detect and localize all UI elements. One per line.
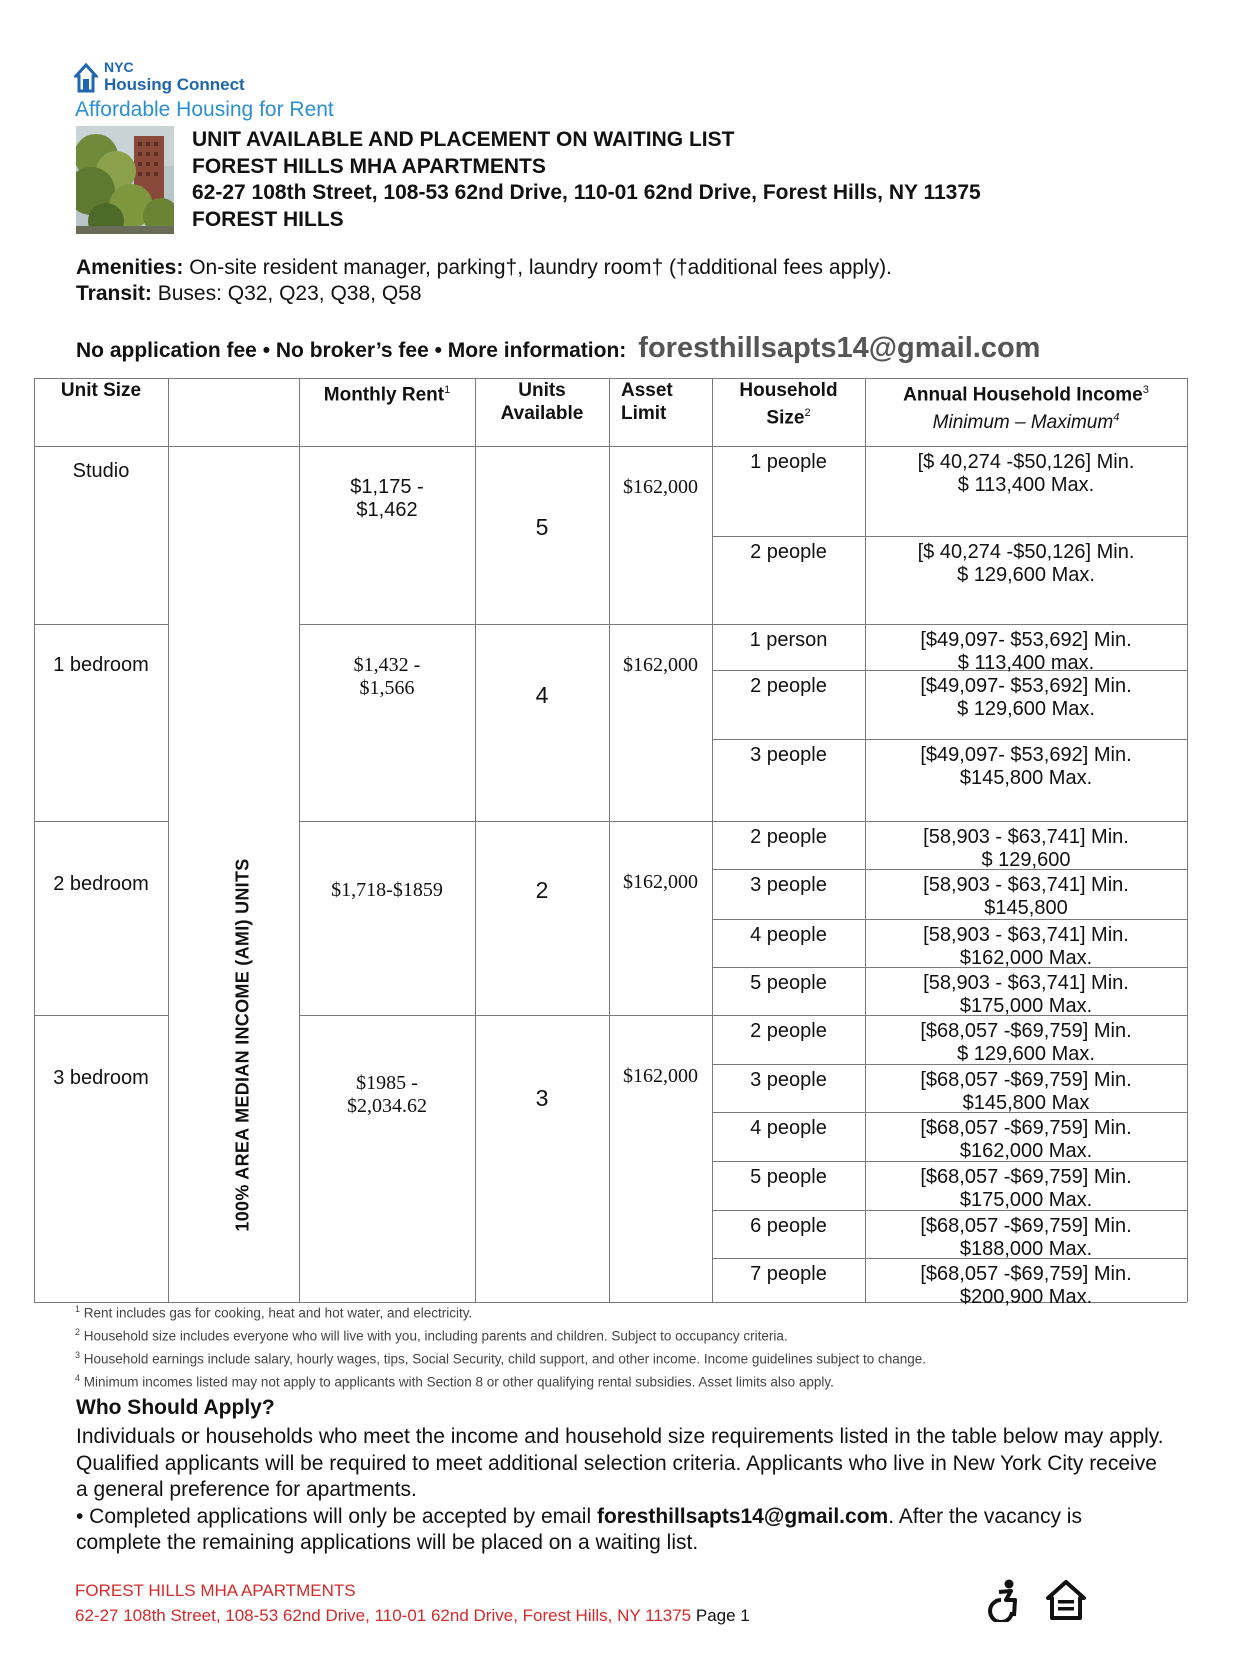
header-annual-income: Annual Household Income$^3$ Minimum – Maximum$^4$ — [903, 384, 1149, 433]
footer-address: 62-27 108th Street, 108-53 62nd Drive, 110-01 62nd Drive, Forest Hills, NY 11375 — [75, 1606, 692, 1625]
fee-line — [76, 332, 1040, 365]
income-range-cell: [58,903 - $63,741] Min. $ 129,600 — [923, 826, 1129, 871]
income-range-cell: [$ 40,274 -$50,126] Min. $ 113,400 Max. — [917, 451, 1135, 496]
units-available-cell: 4 — [535, 682, 549, 708]
group-separator — [34, 624, 168, 625]
asset-limit-cell: $162,000 — [623, 871, 698, 893]
asset-limit-cell: $162,000 — [623, 476, 698, 498]
household-size-cell: 4 people — [750, 924, 827, 946]
footnotes — [75, 1300, 926, 1392]
household-size-cell: 4 people — [750, 1117, 827, 1139]
heading-address: 62-27 108th Street, 108-53 62nd Drive, 110-01 62nd Drive, Forest Hills, NY 11375 — [192, 181, 981, 204]
table-column-border — [1187, 378, 1188, 1302]
fee-text: No application fee • No broker’s fee • More information: — [76, 339, 627, 362]
amenities-text: On-site resident manager, parking†, laundry room† (†additional fees apply). — [189, 256, 892, 279]
income-range-cell: [$49,097- $53,692] Min. $ 129,600 Max. — [920, 675, 1132, 720]
header-units-available: Units Available — [500, 380, 584, 424]
monthly-rent-cell: $1,175 - $1,462 — [350, 476, 424, 521]
who-should-apply-title: Who Should Apply? — [76, 1396, 275, 1419]
group-separator — [34, 1015, 168, 1016]
transit-text: Buses: Q32, Q23, Q38, Q58 — [157, 282, 422, 305]
units-available-cell: 5 — [535, 514, 549, 540]
footer-icons — [985, 1578, 1087, 1622]
header-monthly-rent: Monthly Rent$^1$ — [323, 384, 451, 406]
footer-name: FOREST HILLS MHA APARTMENTS — [75, 1581, 356, 1600]
who-paragraph: Individuals or households who meet the income and household size requirements listed in the table below may apply. Qualified applicants will be required to meet additional selection criteria. Applicants who live in New York City receive a general preference for apartments. — [76, 1425, 1164, 1501]
page-subtitle: Affordable Housing for Rent — [75, 98, 334, 121]
group-separator — [299, 821, 1187, 822]
household-size-cell: 1 person — [749, 629, 828, 651]
equal-housing-icon — [1045, 1578, 1087, 1622]
household-size-cell: 2 people — [750, 675, 827, 697]
table-column-border — [609, 378, 610, 1302]
household-size-cell: 7 people — [750, 1263, 827, 1285]
income-range-cell: [$68,057 -$69,759] Min. $ 129,600 Max. — [920, 1020, 1132, 1065]
page-number: Page 1 — [695, 1606, 750, 1625]
income-range-cell: [$68,057 -$69,759] Min. $188,000 Max. — [920, 1215, 1132, 1260]
logo-nyc: NYC — [104, 59, 134, 75]
asset-limit-cell: $162,000 — [623, 1065, 698, 1087]
table-column-border — [168, 378, 169, 1302]
income-range-cell: [58,903 - $63,741] Min. $145,800 — [923, 874, 1129, 919]
nyc-housing-connect-logo — [74, 58, 245, 94]
unit-size-cell: Studio — [72, 460, 130, 482]
heading-line-1: UNIT AVAILABLE AND PLACEMENT ON WAITING LIST — [192, 128, 735, 151]
income-range-cell: [58,903 - $63,741] Min. $175,000 Max. — [923, 972, 1129, 1017]
asset-limit-cell: $162,000 — [623, 654, 698, 676]
monthly-rent-cell: $1,718-$1859 — [331, 879, 443, 901]
household-size-cell: 2 people — [750, 541, 827, 563]
house-icon — [74, 62, 98, 94]
ami-label: 100% AREA MEDIAN INCOME (AMI) UNITS — [232, 858, 253, 1232]
household-size-cell: 5 people — [750, 972, 827, 994]
group-separator — [34, 821, 168, 822]
household-size-cell: 1 people — [750, 451, 827, 473]
household-row-separator — [712, 536, 1187, 537]
footnote-3: $^3$ Household earnings include salary, hourly wages, tips, Social Security, child support, and other income. Income guidelines subject to change. — [75, 1350, 927, 1367]
unit-size-cell: 3 bedroom — [53, 1067, 149, 1089]
transit-line — [76, 282, 422, 306]
units-available-cell: 2 — [535, 877, 549, 903]
household-size-cell: 3 people — [750, 874, 827, 896]
contact-email[interactable]: foresthillsapts14@gmail.com — [638, 332, 1041, 364]
amenities-label: Amenities: — [76, 256, 184, 279]
who-should-apply-body — [76, 1424, 1166, 1557]
household-size-cell: 5 people — [750, 1166, 827, 1188]
household-size-cell: 6 people — [750, 1215, 827, 1237]
header-bottom-border — [34, 446, 1187, 447]
header-unit-size: Unit Size — [60, 380, 142, 401]
footnote-1: $^1$ Rent includes gas for cooking, heat and hot water, and electricity. — [75, 1304, 473, 1321]
application-email[interactable]: foresthillsapts14@gmail.com — [596, 1504, 889, 1528]
income-range-cell: [$49,097- $53,692] Min. $145,800 Max. — [920, 744, 1132, 789]
header-household-size: Household Size$^2$ — [739, 380, 838, 429]
household-size-cell: 3 people — [750, 744, 827, 766]
table-column-border — [34, 378, 35, 1302]
income-range-cell: [$49,097- $53,692] Min. $ 113,400 max. — [920, 629, 1132, 674]
income-range-cell: [$68,057 -$69,759] Min. $175,000 Max. — [920, 1166, 1132, 1211]
footer — [75, 1578, 750, 1628]
amenities-line — [76, 256, 892, 280]
logo-housing-connect: Housing Connect — [104, 75, 245, 94]
monthly-rent-cell: $1985 - $2,034.62 — [347, 1072, 427, 1117]
group-separator — [299, 624, 1187, 625]
income-range-cell: [$68,057 -$69,759] Min. $145,800 Max — [920, 1069, 1132, 1114]
household-size-cell: 3 people — [750, 1069, 827, 1091]
header-asset-limit: Asset Limit — [621, 380, 673, 424]
income-range-cell: [$ 40,274 -$50,126] Min. $ 129,600 Max. — [917, 541, 1135, 586]
heading-line-2: FOREST HILLS MHA APARTMENTS — [192, 154, 546, 178]
household-row-separator — [712, 739, 1187, 740]
units-available-cell: 3 — [535, 1085, 549, 1111]
unit-size-cell: 2 bedroom — [53, 873, 149, 895]
household-size-cell: 2 people — [750, 1020, 827, 1042]
income-range-cell: [$68,057 -$69,759] Min. $200,900 Max. — [920, 1263, 1132, 1308]
income-range-cell: [$68,057 -$69,759] Min. $162,000 Max. — [920, 1117, 1132, 1162]
transit-label: Transit: — [76, 282, 152, 305]
footnote-4: $^4$ Minimum incomes listed may not apply to applicants with Section 8 or other qualifying rental subsidies. Asset limits also apply. — [75, 1373, 834, 1390]
income-range-cell: [58,903 - $63,741] Min. $162,000 Max. — [923, 924, 1129, 969]
footnote-2: $^2$ Household size includes everyone who will live with you, including parents and children. Subject to occupancy criteria. — [75, 1327, 788, 1344]
listing-heading — [192, 127, 981, 233]
building-photo — [76, 126, 174, 234]
who-bullet: • Completed applications will only be accepted by email foresthillsapts14@gmail.com. After the vacancy is complete the remaining applications will be placed on a waiting list. — [76, 1504, 1082, 1554]
unit-size-cell: 1 bedroom — [53, 654, 149, 676]
heading-neighborhood: FOREST HILLS — [192, 207, 344, 231]
wheelchair-accessibility-icon — [985, 1578, 1025, 1622]
household-size-cell: 2 people — [750, 826, 827, 848]
monthly-rent-cell: $1,432 - $1,566 — [353, 654, 421, 699]
